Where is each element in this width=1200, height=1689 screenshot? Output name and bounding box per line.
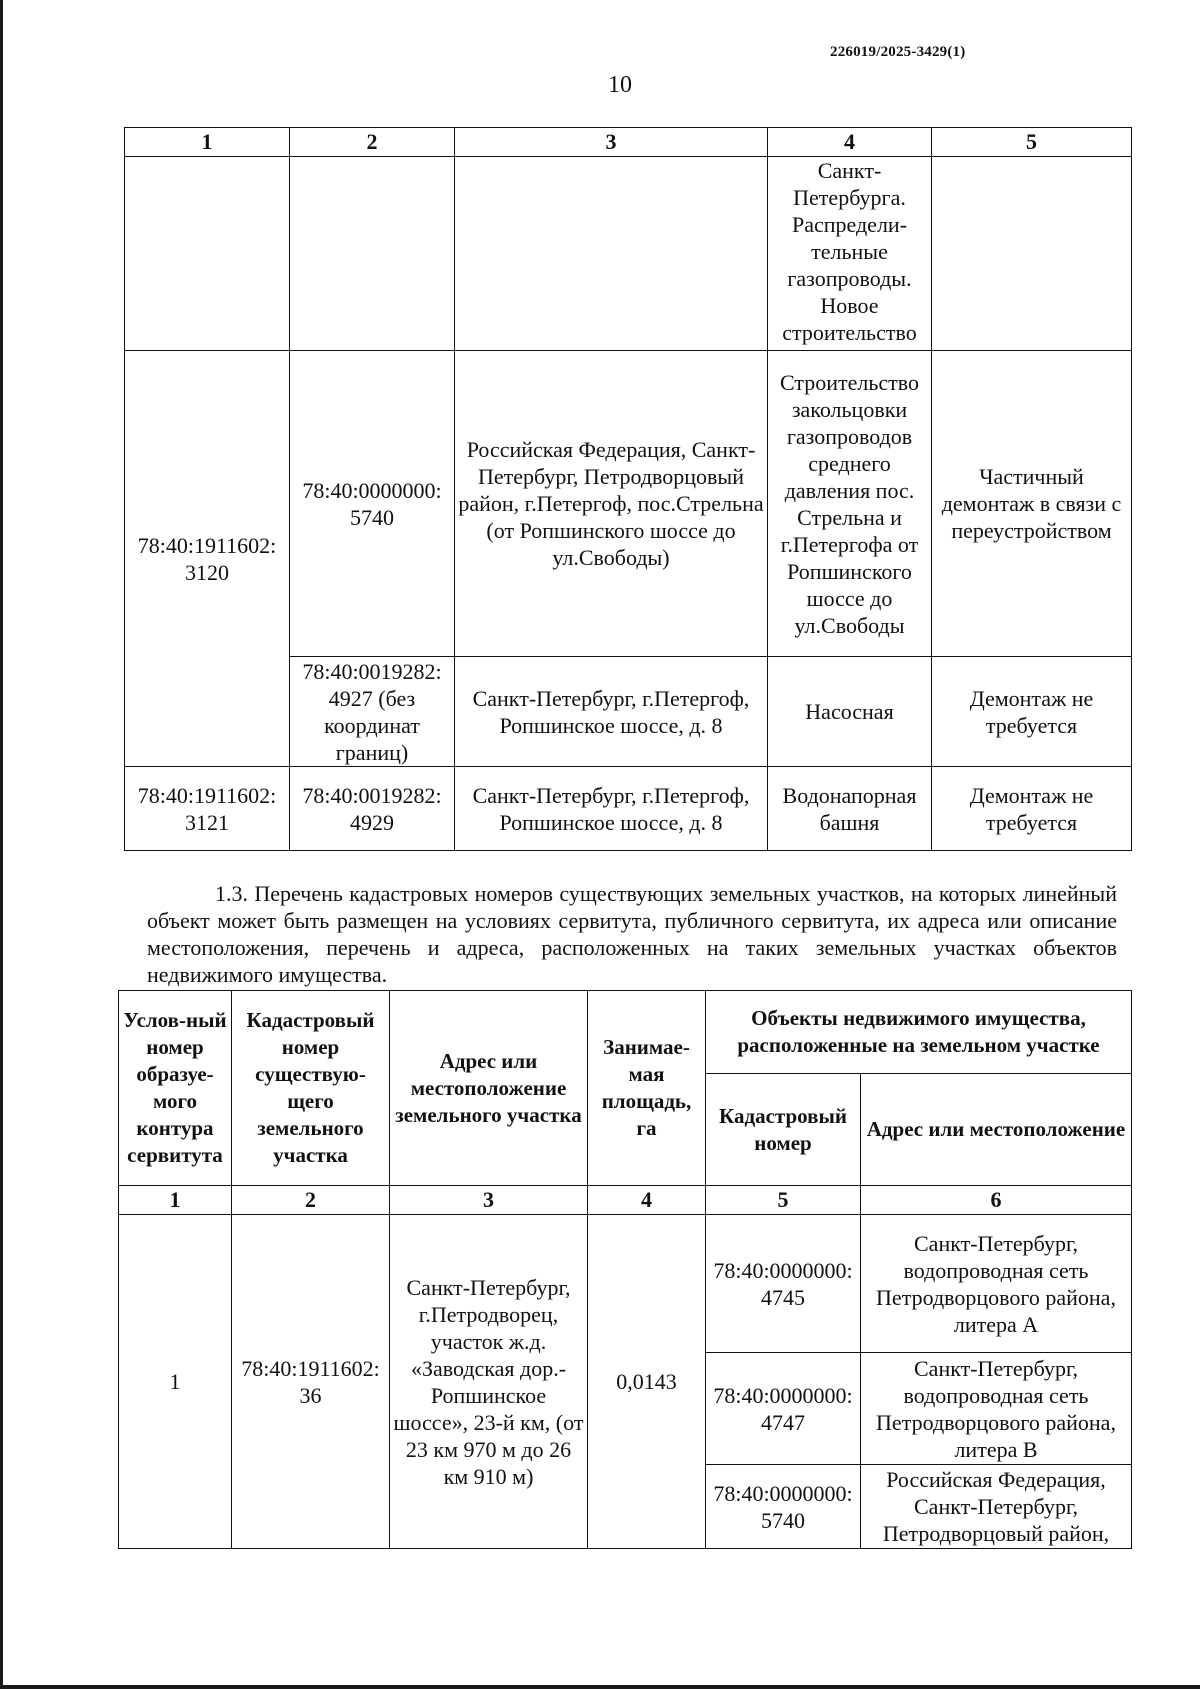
table-cell: 78:40:1911602: 3121 bbox=[125, 767, 290, 851]
table-cell: Строительство закольцовки газопроводов среднего давления пос. Стрельна и г.Петергофа от Ропшинского шоссе до ул.Свободы bbox=[768, 351, 932, 657]
header-cell: Адрес или местоположение bbox=[861, 1074, 1132, 1186]
table-cell: 78:40:0000000: 5740 bbox=[706, 1465, 861, 1549]
table-cell: 78:40:0000000: 4747 bbox=[706, 1353, 861, 1465]
table-cell: 78:40:0000000: 5740 bbox=[290, 351, 455, 657]
table-cell: Санкт-Петербурга. Распредели-тельные газопроводы. Новое строительство bbox=[768, 157, 932, 351]
table-header-numbers bbox=[125, 128, 1132, 157]
table-cell: Санкт-Петербург, водопроводная сеть Петродворцового района, литера В bbox=[861, 1353, 1132, 1465]
col-number: 1 bbox=[125, 128, 290, 157]
col-number: 4 bbox=[768, 128, 932, 157]
header-cell: Занимае-мая площадь, га bbox=[588, 991, 706, 1186]
header-cell: Объекты недвижимого имущества, расположенные на земельном участке bbox=[706, 991, 1132, 1074]
table-cell bbox=[455, 157, 768, 351]
table-cell: 78:40:0019282: 4927 (без координат границ) bbox=[290, 657, 455, 767]
table-cell: 78:40:1911602: 3120 bbox=[125, 351, 290, 767]
col-number: 4 bbox=[588, 1186, 706, 1215]
table-cell: Насосная bbox=[768, 657, 932, 767]
section-paragraph bbox=[147, 880, 1117, 988]
table-cell: 78:40:0000000: 4745 bbox=[706, 1215, 861, 1353]
col-number: 6 bbox=[861, 1186, 1132, 1215]
table-cell: 78:40:1911602: 36 bbox=[232, 1215, 390, 1549]
scan-left-border bbox=[0, 0, 3, 1689]
table-cell: 1 bbox=[119, 1215, 232, 1549]
table-cell: Санкт-Петербург, г.Петергоф, Ропшинское шоссе, д. 8 bbox=[455, 657, 768, 767]
table-cell: 78:40:0019282: 4929 bbox=[290, 767, 455, 851]
table-cell bbox=[932, 157, 1132, 351]
table-cell: Демонтаж не требуется bbox=[932, 657, 1132, 767]
scan-bottom-border bbox=[0, 1685, 1200, 1689]
table-cell: 0,0143 bbox=[588, 1215, 706, 1549]
document-id: 226019/2025-3429(1) bbox=[830, 44, 966, 60]
table-cell bbox=[125, 157, 290, 351]
table-row bbox=[119, 1215, 1132, 1353]
header-cell: Кадастровый номер bbox=[706, 1074, 861, 1186]
col-number: 3 bbox=[390, 1186, 588, 1215]
table-header-row bbox=[119, 991, 1132, 1074]
table-cell: Санкт-Петербург, г.Петергоф, Ропшинское шоссе, д. 8 bbox=[455, 767, 768, 851]
table-cell: Демонтаж не требуется bbox=[932, 767, 1132, 851]
table-cell: Водонапорная башня bbox=[768, 767, 932, 851]
col-number: 2 bbox=[290, 128, 455, 157]
table-header-numbers bbox=[119, 1186, 1132, 1215]
table-objects-demolition bbox=[124, 127, 1132, 851]
table-row bbox=[125, 351, 1132, 657]
paragraph-text: 1.3. Перечень кадастровых номеров существующих земельных участков, на которых линейный объект может быть размещен на условиях сервитута, публичного сервитута, их адреса или описание местоположения, перечень и адреса, расположенных на таких земельных участках объектов недвижимого имущества. bbox=[147, 881, 1117, 987]
table-cell: Российская Федерация, Санкт-Петербург, Петродворцовый район, г.Петергоф, пос.Стрельна (от Ропшинского шоссе до ул.Свободы) bbox=[455, 351, 768, 657]
col-number: 1 bbox=[119, 1186, 232, 1215]
table-row bbox=[125, 157, 1132, 351]
table-cell: Частичный демонтаж в связи с переустройством bbox=[932, 351, 1132, 657]
page-number: 10 bbox=[608, 72, 632, 98]
table-row bbox=[125, 767, 1132, 851]
col-number: 2 bbox=[232, 1186, 390, 1215]
header-cell: Кадастровый номер существую-щего земельного участка bbox=[232, 991, 390, 1186]
table-cell: Санкт-Петербург, г.Петродворец, участок ж.д. «Заводская дор.-Ропшинское шоссе», 23-й км, (от 23 км 970 м до 26 км 910 м) bbox=[390, 1215, 588, 1549]
table-cell: Санкт-Петербург, водопроводная сеть Петродворцового района, литера А bbox=[861, 1215, 1132, 1353]
col-number: 3 bbox=[455, 128, 768, 157]
col-number: 5 bbox=[706, 1186, 861, 1215]
table-cell: Российская Федерация, Санкт-Петербург, Петродворцовый район, bbox=[861, 1465, 1132, 1549]
table-cell bbox=[290, 157, 455, 351]
header-cell: Адрес или местоположение земельного участка bbox=[390, 991, 588, 1186]
col-number: 5 bbox=[932, 128, 1132, 157]
header-cell: Услов-ный номер образуе-мого контура сервитута bbox=[119, 991, 232, 1186]
table-servitude-parcels bbox=[118, 990, 1132, 1549]
